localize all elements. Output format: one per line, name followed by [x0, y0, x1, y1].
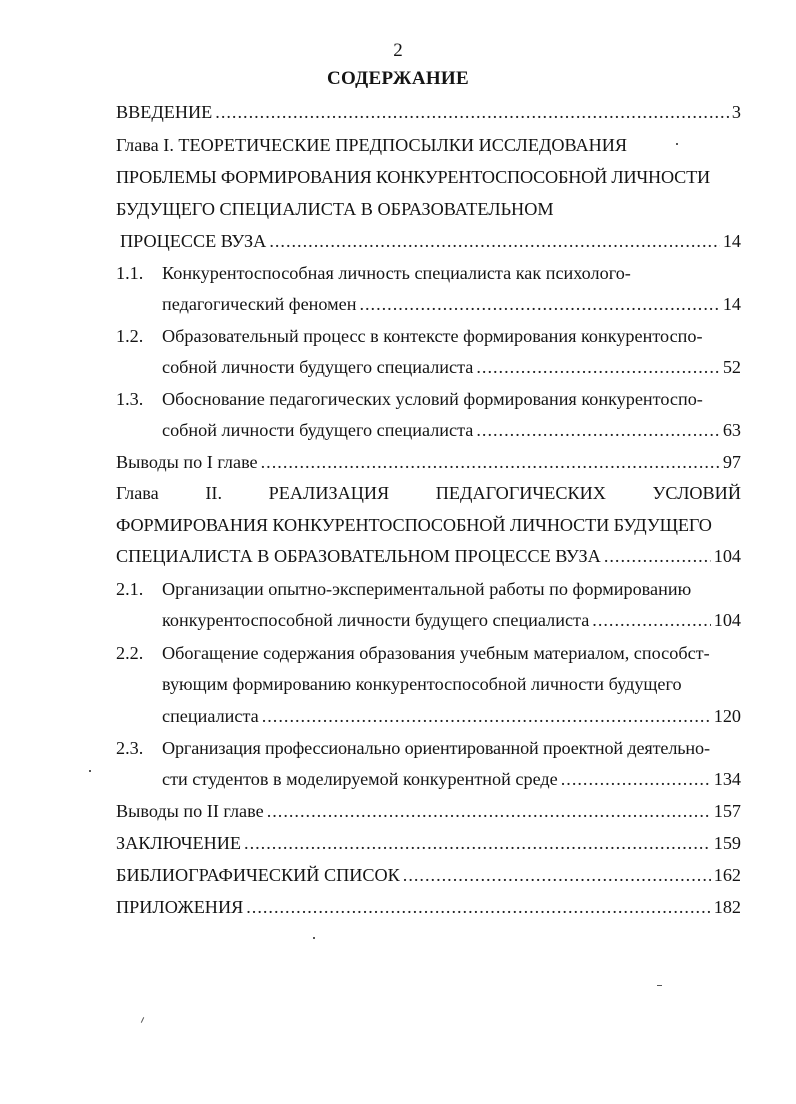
toc-entry-chapter2[interactable]: [116, 544, 741, 568]
dot-leader: [592, 608, 710, 632]
scan-speck: [676, 143, 678, 145]
dot-leader: [215, 100, 729, 124]
toc-entry-section-1-1[interactable]: [162, 292, 741, 316]
page-number: 2: [393, 40, 403, 61]
toc-entry-text: ПРИЛОЖЕНИЯ: [116, 897, 244, 917]
toc-entry-chapter1[interactable]: [120, 229, 741, 253]
toc-page-number: 97: [722, 452, 741, 472]
dot-leader: [269, 229, 720, 253]
chapter2-title-line: [116, 481, 741, 505]
toc-entry-text: педагогический феномен: [162, 294, 357, 314]
toc-entry-bibliography[interactable]: [116, 863, 741, 887]
toc-entry-text: СПЕЦИАЛИСТА В ОБРАЗОВАТЕЛЬНОМ ПРОЦЕССЕ ВУЗА: [116, 546, 601, 566]
section-title-line: Организация профессионально ориентированной проектной деятельно-: [162, 738, 710, 758]
chapter1-title-line: ПРОБЛЕМЫ ФОРМИРОВАНИЯ КОНКУРЕНТОСПОСОБНОЙ ЛИЧНОСТИ: [116, 167, 710, 187]
toc-page-number: 134: [713, 769, 741, 789]
toc-page-number: 159: [713, 833, 741, 853]
chapter2-word: ПЕДАГОГИЧЕСКИХ: [435, 483, 606, 503]
section-number: 1.2.: [116, 326, 144, 346]
toc-entry-text: БИБЛИОГРАФИЧЕСКИЙ СПИСОК: [116, 865, 400, 885]
scan-speck: [657, 985, 662, 986]
toc-page-number: 157: [713, 801, 741, 821]
dot-leader: [561, 767, 711, 791]
section-title-line: вующим формированию конкурентоспособной личности будущего: [162, 674, 682, 694]
toc-entry-text: Выводы по II главе: [116, 801, 264, 821]
chapter1-title-line: БУДУЩЕГО СПЕЦИАЛИСТА В ОБРАЗОВАТЕЛЬНОМ: [116, 199, 554, 219]
toc-entry-text: Выводы по I главе: [116, 452, 258, 472]
section-title-line: Организации опытно-экспериментальной работы по формированию: [162, 579, 692, 599]
dot-leader: [476, 355, 719, 379]
toc-entry-conclusions-2[interactable]: [116, 799, 741, 823]
dot-leader: [262, 704, 711, 728]
page-title: СОДЕРЖАНИЕ: [327, 68, 469, 89]
section-number: 1.1.: [116, 263, 144, 283]
toc-page-number: 52: [722, 357, 741, 377]
dot-leader: [246, 895, 711, 919]
chapter2-title-line: ФОРМИРОВАНИЯ КОНКУРЕНТОСПОСОБНОЙ ЛИЧНОСТИ БУДУЩЕГО: [116, 515, 712, 535]
chapter2-word: II.: [205, 483, 223, 503]
toc-entry-conclusion[interactable]: [116, 831, 741, 855]
toc-entry-appendices[interactable]: [116, 895, 741, 919]
toc-page-number: 104: [713, 546, 741, 566]
scan-speck: [313, 937, 315, 939]
toc-entry-section-2-3[interactable]: [162, 767, 741, 791]
toc-entry-text: собной личности будущего специалиста: [162, 357, 474, 377]
toc-entry-text: специалиста: [162, 706, 259, 726]
section-title-line: Обоснование педагогических условий формирования конкурентоспо-: [162, 389, 703, 409]
scan-speck: [89, 770, 91, 772]
toc-entry-section-1-3[interactable]: [162, 418, 741, 442]
toc-entry-section-1-2[interactable]: [162, 355, 741, 379]
chapter1-title-line: Глава I. ТЕОРЕТИЧЕСКИЕ ПРЕДПОСЫЛКИ ИССЛЕДОВАНИЯ: [116, 135, 628, 155]
toc-page-number: 120: [713, 706, 741, 726]
section-title-line: Обогащение содержания образования учебным материалом, способст-: [162, 643, 710, 663]
scan-speck: [141, 1017, 144, 1023]
toc-page-number: 14: [722, 231, 741, 251]
toc-page-number: 3: [731, 102, 741, 122]
section-title-line: Образовательный процесс в контексте формирования конкурентоспо-: [162, 326, 703, 346]
toc-entry-text: ЗАКЛЮЧЕНИЕ: [116, 833, 242, 853]
toc-entry-intro[interactable]: [116, 100, 741, 124]
dot-leader: [244, 831, 711, 855]
dot-leader: [267, 799, 711, 823]
section-number: 2.1.: [116, 579, 144, 599]
toc-entry-text: ВВЕДЕНИЕ: [116, 102, 213, 122]
toc-page-number: 182: [713, 897, 741, 917]
section-title-line: Конкурентоспособная личность специалиста как психолого-: [162, 263, 631, 283]
toc-entry-text: собной личности будущего специалиста: [162, 420, 474, 440]
dot-leader: [403, 863, 711, 887]
chapter2-word: Глава: [116, 483, 159, 503]
toc-entry-conclusions-1[interactable]: [116, 450, 741, 474]
section-number: 2.2.: [116, 643, 144, 663]
dot-leader: [604, 544, 711, 568]
dot-leader: [261, 450, 720, 474]
section-number: 2.3.: [116, 738, 144, 758]
section-number: 1.3.: [116, 389, 144, 409]
toc-entry-text: конкурентоспособной личности будущего специалиста: [162, 610, 590, 630]
dot-leader: [359, 292, 719, 316]
toc-entry-section-2-2[interactable]: [162, 704, 741, 728]
toc-entry-text: сти студентов в моделируемой конкурентной среде: [162, 769, 558, 789]
toc-entry-section-2-1[interactable]: [162, 608, 741, 632]
toc-page-number: 104: [713, 610, 741, 630]
dot-leader: [476, 418, 719, 442]
toc-page-number: 14: [722, 294, 741, 314]
chapter2-word: РЕАЛИЗАЦИЯ: [268, 483, 390, 503]
toc-page-number: 162: [713, 865, 741, 885]
chapter2-word: УСЛОВИЙ: [652, 483, 741, 503]
toc-page-number: 63: [722, 420, 741, 440]
toc-entry-text: ПРОЦЕССЕ ВУЗА: [120, 231, 267, 251]
